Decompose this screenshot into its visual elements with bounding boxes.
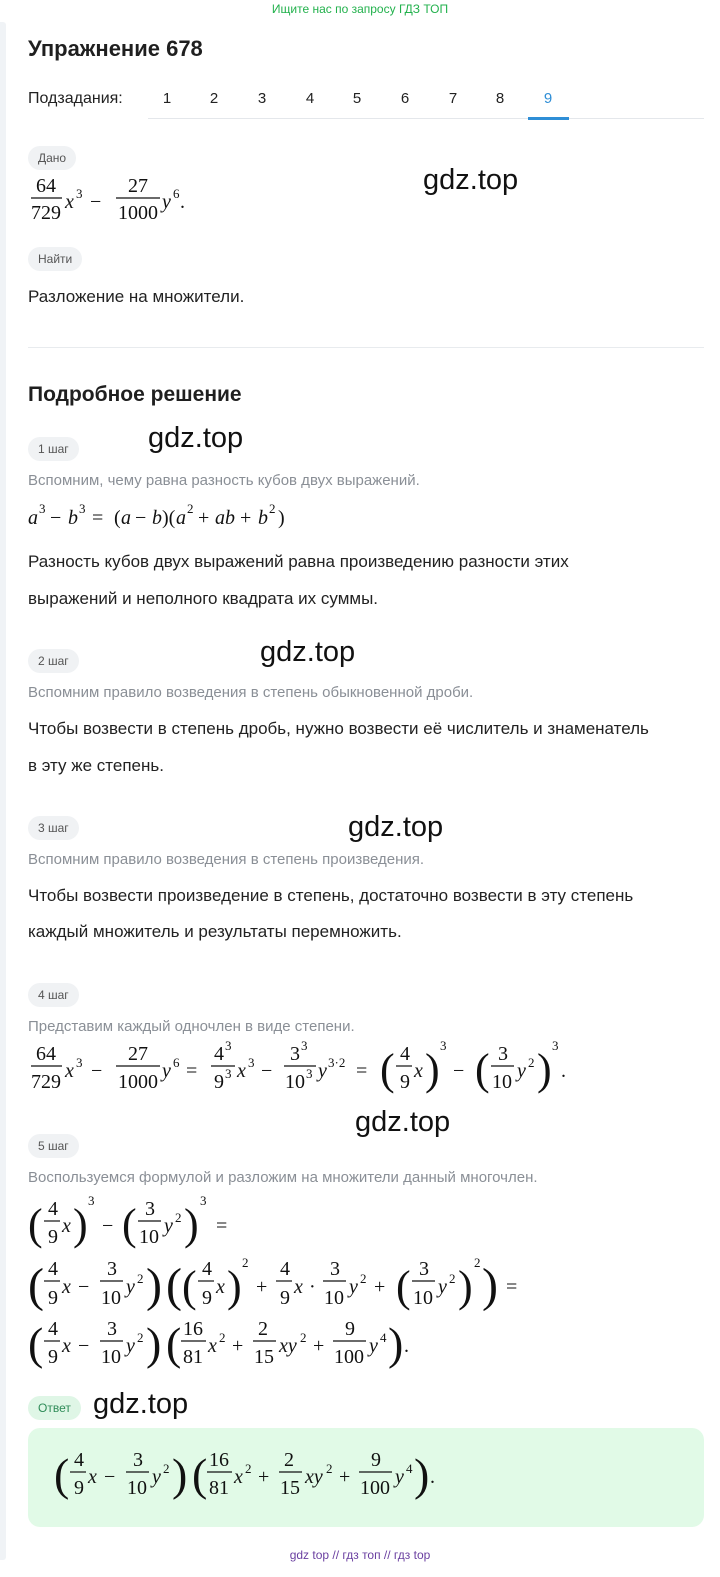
svg-text:=: = — [216, 1215, 228, 1237]
step-2-badge: 2 шаг — [28, 649, 79, 673]
svg-text:3: 3 — [301, 1040, 308, 1053]
watermark: gdz.top — [260, 636, 356, 668]
watermark: gdz.top — [93, 1388, 189, 1420]
tab-subtask-7[interactable]: 7 — [448, 90, 458, 107]
step-2-hint: Вспомним правило возведения в степень обыкновенной дроби. — [28, 684, 474, 701]
svg-text:2: 2 — [474, 1255, 481, 1270]
svg-text:4: 4 — [74, 1449, 84, 1471]
answer-badge: Ответ — [28, 1396, 81, 1420]
step-3-hint: Вспомним правило возведения в степень произведения. — [28, 851, 425, 868]
svg-text:xy: xy — [279, 1335, 297, 1357]
svg-text:): ) — [482, 1259, 498, 1312]
svg-text:x: x — [62, 1215, 71, 1237]
tab-subtask-3[interactable]: 3 — [257, 90, 267, 107]
svg-text:(: ( — [28, 1318, 44, 1369]
svg-text:.: . — [180, 191, 185, 213]
svg-text:10: 10 — [139, 1226, 159, 1248]
svg-text:y: y — [349, 1276, 358, 1298]
tab-subtask-4[interactable]: 4 — [305, 90, 315, 107]
svg-text:81: 81 — [209, 1477, 229, 1499]
svg-text:9: 9 — [345, 1318, 355, 1340]
svg-text:−: − — [91, 1060, 103, 1082]
left-rail — [0, 22, 6, 1560]
svg-text:3: 3 — [76, 186, 83, 201]
svg-text:x: x — [88, 1466, 97, 1488]
svg-text:=: = — [186, 1060, 198, 1082]
svg-text:729: 729 — [31, 202, 61, 224]
svg-text:2: 2 — [163, 1461, 170, 1476]
svg-text:3: 3 — [76, 1055, 83, 1070]
svg-text:10: 10 — [324, 1287, 344, 1309]
svg-text:): ) — [146, 1318, 162, 1369]
svg-text:−: − — [102, 1215, 114, 1237]
step-1-formula — [28, 500, 348, 534]
svg-text:a: a — [121, 507, 131, 529]
svg-text:y: y — [369, 1335, 378, 1357]
svg-text:10: 10 — [492, 1071, 512, 1093]
svg-text:3: 3 — [330, 1258, 340, 1280]
svg-text:2: 2 — [269, 501, 276, 516]
svg-text:): ) — [388, 1318, 404, 1369]
step-5-line-1 — [28, 1193, 568, 1255]
svg-text:3: 3 — [419, 1258, 429, 1280]
svg-text:9: 9 — [48, 1346, 58, 1368]
tab-subtask-2[interactable]: 2 — [209, 90, 219, 107]
step-5-line-2 — [28, 1253, 548, 1319]
svg-text:9: 9 — [280, 1287, 290, 1309]
svg-text:9: 9 — [214, 1071, 224, 1093]
svg-text:y: y — [438, 1276, 447, 1298]
svg-text:1000: 1000 — [118, 202, 158, 224]
svg-text:6: 6 — [173, 1055, 180, 1070]
svg-text:(: ( — [54, 1449, 70, 1500]
svg-text:2: 2 — [219, 1330, 226, 1345]
svg-text:y: y — [126, 1335, 135, 1357]
svg-text:+: + — [240, 507, 252, 529]
svg-text:+: + — [232, 1335, 244, 1357]
svg-text:4: 4 — [214, 1043, 224, 1065]
step-2-text-line-1: Чтобы возвести в степень дробь, нужно возвести её числитель и знаменатель — [28, 719, 649, 738]
step-5-badge: 5 шаг — [28, 1134, 79, 1158]
svg-text:10: 10 — [413, 1287, 433, 1309]
svg-text:x: x — [216, 1276, 225, 1298]
svg-text:15: 15 — [280, 1477, 300, 1499]
svg-text:3: 3 — [133, 1449, 143, 1471]
svg-text:)(: )( — [162, 507, 176, 529]
svg-text:−: − — [104, 1466, 116, 1488]
svg-text:27: 27 — [128, 175, 148, 197]
svg-text:): ) — [278, 507, 285, 529]
svg-text:2: 2 — [245, 1461, 252, 1476]
svg-text:x: x — [62, 1276, 71, 1298]
step-5-line-3 — [28, 1313, 448, 1375]
svg-text:y: y — [318, 1060, 327, 1082]
svg-text:−: − — [90, 191, 102, 213]
svg-text:): ) — [172, 1449, 188, 1500]
svg-text:4: 4 — [280, 1258, 290, 1280]
svg-text:3: 3 — [552, 1040, 559, 1053]
svg-text:.: . — [404, 1335, 409, 1357]
svg-text:4: 4 — [406, 1461, 413, 1476]
svg-text:2: 2 — [137, 1330, 144, 1345]
svg-text:2: 2 — [284, 1449, 294, 1471]
tab-subtask-8[interactable]: 8 — [495, 90, 505, 107]
svg-text:81: 81 — [183, 1346, 203, 1368]
footer-links[interactable]: gdz top // гдз топ // гдз top — [289, 1548, 431, 1562]
svg-text:=: = — [92, 507, 104, 529]
step-3-text-line-2: каждый множитель и результаты перемножить. — [28, 922, 402, 941]
svg-text:9: 9 — [400, 1071, 410, 1093]
svg-text:+: + — [313, 1335, 325, 1357]
svg-text:9: 9 — [74, 1477, 84, 1499]
svg-text:b: b — [152, 507, 162, 529]
svg-text:y: y — [164, 1215, 173, 1237]
svg-text:100: 100 — [334, 1346, 364, 1368]
svg-text:y: y — [152, 1466, 161, 1488]
svg-text:b: b — [258, 507, 268, 529]
svg-text:(: ( — [28, 1259, 44, 1312]
svg-text:x: x — [294, 1276, 303, 1298]
svg-text:3: 3 — [306, 1066, 313, 1081]
svg-text:3: 3 — [39, 501, 46, 516]
svg-text:3: 3 — [107, 1318, 117, 1340]
svg-text:(: ( — [28, 1200, 43, 1249]
step-4-badge: 4 шаг — [28, 983, 79, 1007]
svg-text:6: 6 — [173, 186, 180, 201]
svg-text:x: x — [65, 191, 74, 213]
svg-text:y: y — [126, 1276, 135, 1298]
svg-text:=: = — [356, 1060, 368, 1082]
svg-text:): ) — [458, 1262, 473, 1311]
svg-text:3: 3 — [290, 1043, 300, 1065]
svg-text:(: ( — [396, 1262, 411, 1311]
svg-text:y: y — [162, 1060, 171, 1082]
svg-text:2: 2 — [242, 1255, 249, 1270]
svg-text:xy: xy — [305, 1466, 323, 1488]
svg-text:=: = — [506, 1276, 518, 1298]
svg-text:+: + — [339, 1466, 351, 1488]
svg-text:−: − — [135, 507, 147, 529]
svg-text:4: 4 — [380, 1330, 387, 1345]
svg-text:16: 16 — [209, 1449, 229, 1471]
svg-text:.: . — [430, 1466, 435, 1488]
svg-text:+: + — [258, 1466, 270, 1488]
step-1-hint: Вспомним, чему равна разность кубов двух выражений. — [28, 472, 420, 489]
tab-subtask-6[interactable]: 6 — [400, 90, 410, 107]
given-expression — [28, 172, 198, 228]
top-banner[interactable]: Ищите нас по запросу ГДЗ ТОП — [271, 2, 449, 16]
svg-text:(: ( — [380, 1045, 395, 1094]
svg-text:15: 15 — [254, 1346, 274, 1368]
answer-expression — [54, 1444, 474, 1506]
svg-text:4: 4 — [400, 1043, 410, 1065]
svg-text:10: 10 — [285, 1071, 305, 1093]
svg-text:x: x — [208, 1335, 217, 1357]
svg-text:100: 100 — [360, 1477, 390, 1499]
svg-text:9: 9 — [48, 1287, 58, 1309]
svg-text:2: 2 — [175, 1210, 182, 1225]
svg-text:x: x — [234, 1466, 243, 1488]
svg-text:): ) — [73, 1200, 88, 1249]
svg-text:3: 3 — [498, 1043, 508, 1065]
svg-text:x: x — [62, 1335, 71, 1357]
svg-text:(: ( — [182, 1262, 197, 1311]
svg-text:b: b — [68, 507, 78, 529]
svg-text:+: + — [256, 1276, 268, 1298]
step-3-badge: 3 шаг — [28, 816, 79, 840]
svg-text:10: 10 — [101, 1346, 121, 1368]
svg-text:−: − — [78, 1276, 90, 1298]
svg-text:−: − — [261, 1060, 273, 1082]
section-divider — [28, 347, 704, 348]
tab-bar-line — [148, 118, 704, 119]
watermark: gdz.top — [423, 164, 519, 196]
svg-text:2: 2 — [360, 1271, 367, 1286]
svg-text:27: 27 — [128, 1043, 148, 1065]
tab-subtask-9[interactable]: 9 — [543, 90, 553, 107]
svg-text:a: a — [176, 507, 186, 529]
svg-text:9: 9 — [371, 1449, 381, 1471]
svg-text:3: 3 — [79, 501, 86, 516]
svg-text:a: a — [28, 507, 38, 529]
svg-text:·: · — [309, 1276, 316, 1298]
step-1-text-line-2: выражений и неполного квадрата их суммы. — [28, 589, 379, 608]
svg-text:4: 4 — [48, 1198, 58, 1220]
svg-text:2: 2 — [528, 1055, 535, 1070]
tab-subtask-1[interactable]: 1 — [162, 90, 172, 107]
svg-text:729: 729 — [31, 1071, 61, 1093]
svg-text:2: 2 — [300, 1330, 307, 1345]
svg-text:3: 3 — [440, 1040, 447, 1053]
svg-text:64: 64 — [36, 1043, 56, 1065]
svg-text:9: 9 — [48, 1226, 58, 1248]
svg-text:ab: ab — [215, 507, 235, 529]
svg-text:10: 10 — [127, 1477, 147, 1499]
svg-text:.: . — [561, 1060, 566, 1082]
svg-text:−: − — [453, 1060, 465, 1082]
watermark: gdz.top — [148, 422, 244, 454]
svg-text:+: + — [374, 1276, 386, 1298]
svg-text:y: y — [517, 1060, 526, 1082]
tab-subtask-5[interactable]: 5 — [352, 90, 362, 107]
watermark: gdz.top — [355, 1106, 451, 1138]
svg-text:): ) — [227, 1262, 242, 1311]
solution-title: Подробное решение — [28, 383, 242, 406]
svg-text:): ) — [414, 1449, 430, 1500]
step-2-text-line-2: в эту же степень. — [28, 756, 164, 775]
svg-text:(: ( — [166, 1318, 182, 1369]
svg-text:(: ( — [475, 1045, 490, 1094]
svg-text:x: x — [414, 1060, 423, 1082]
find-text: Разложение на множители. — [28, 287, 245, 306]
watermark: gdz.top — [348, 811, 444, 843]
svg-text:y: y — [162, 191, 171, 213]
svg-text:2: 2 — [137, 1271, 144, 1286]
svg-text:): ) — [184, 1200, 199, 1249]
svg-text:4: 4 — [202, 1258, 212, 1280]
svg-text:(: ( — [166, 1259, 182, 1312]
step-1-text-line-1: Разность кубов двух выражений равна произведению разности этих — [28, 552, 569, 571]
find-badge: Найти — [28, 247, 82, 271]
svg-text:10: 10 — [101, 1287, 121, 1309]
step-3-text-line-1: Чтобы возвести произведение в степень, достаточно возвести в эту степень — [28, 886, 634, 905]
page-title: Упражнение 678 — [28, 36, 203, 61]
svg-text:3: 3 — [107, 1258, 117, 1280]
svg-text:(: ( — [192, 1449, 208, 1500]
svg-text:x: x — [65, 1060, 74, 1082]
svg-text:): ) — [425, 1045, 440, 1094]
step-4-formula — [28, 1040, 588, 1106]
svg-text:3: 3 — [225, 1040, 232, 1053]
svg-text:(: ( — [122, 1200, 137, 1249]
svg-text:64: 64 — [36, 175, 56, 197]
active-tab-indicator — [528, 117, 569, 120]
given-badge: Дано — [28, 146, 76, 170]
svg-text:−: − — [50, 507, 62, 529]
svg-text:9: 9 — [202, 1287, 212, 1309]
svg-text:3: 3 — [145, 1198, 155, 1220]
svg-text:3·2: 3·2 — [328, 1055, 346, 1070]
svg-text:): ) — [537, 1045, 552, 1094]
svg-text:3: 3 — [88, 1193, 95, 1208]
svg-text:x: x — [237, 1060, 246, 1082]
svg-text:y: y — [395, 1466, 404, 1488]
svg-text:2: 2 — [449, 1271, 456, 1286]
step-4-hint: Представим каждый одночлен в виде степени. — [28, 1018, 355, 1035]
svg-text:−: − — [78, 1335, 90, 1357]
step-5-hint: Воспользуемся формулой и разложим на множители данный многочлен. — [28, 1169, 538, 1186]
svg-text:(: ( — [114, 507, 121, 529]
svg-text:4: 4 — [48, 1258, 58, 1280]
svg-text:16: 16 — [183, 1318, 203, 1340]
svg-text:2: 2 — [326, 1461, 333, 1476]
subtasks-label: Подзадания: — [28, 90, 123, 107]
svg-text:3: 3 — [225, 1066, 232, 1081]
svg-text:3: 3 — [200, 1193, 207, 1208]
svg-text:): ) — [146, 1259, 162, 1312]
svg-text:2: 2 — [187, 501, 194, 516]
svg-text:4: 4 — [48, 1318, 58, 1340]
svg-text:1000: 1000 — [118, 1071, 158, 1093]
svg-text:+: + — [198, 507, 210, 529]
svg-text:3: 3 — [248, 1055, 255, 1070]
svg-text:2: 2 — [258, 1318, 268, 1340]
step-1-badge: 1 шаг — [28, 437, 79, 461]
